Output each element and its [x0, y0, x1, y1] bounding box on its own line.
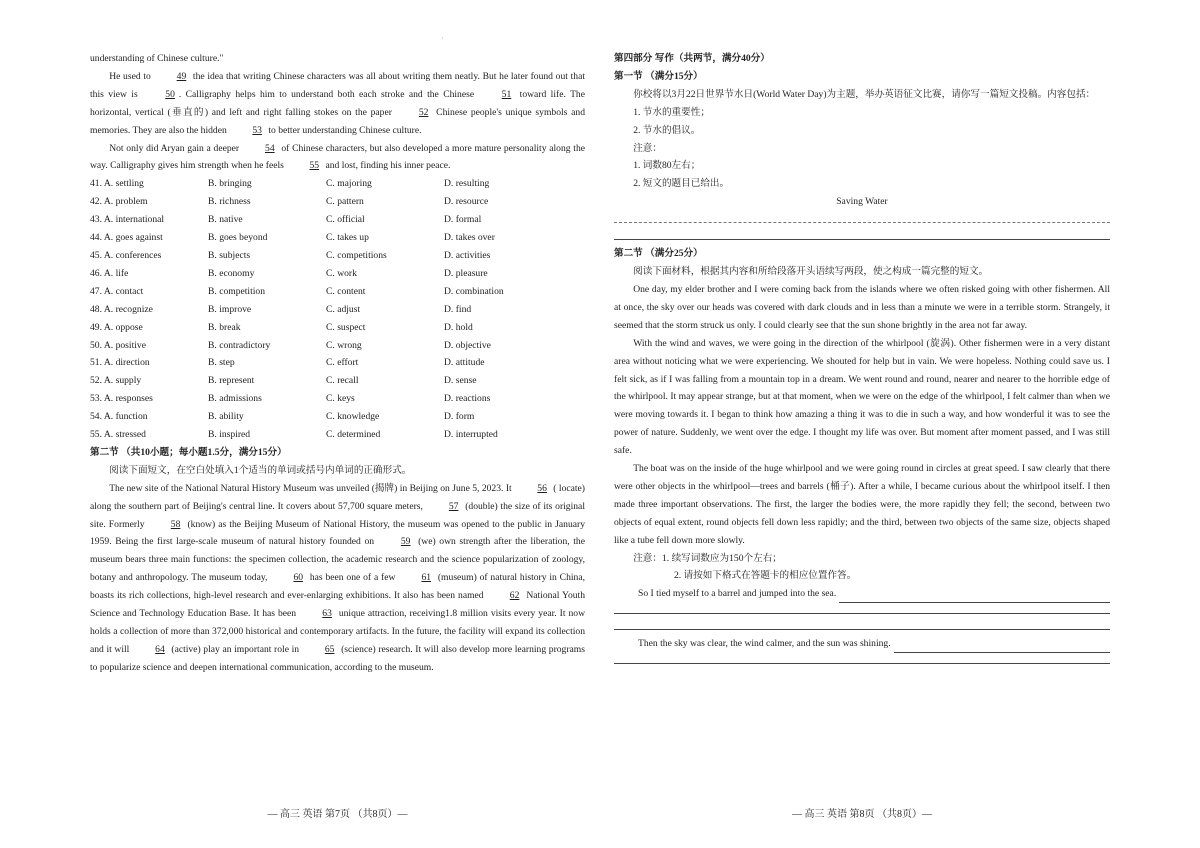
- option-cell[interactable]: D. combination: [444, 285, 504, 297]
- option-cell[interactable]: 47. A. contact: [90, 285, 144, 297]
- blank-57[interactable]: 57: [448, 500, 459, 512]
- blank-61[interactable]: 61: [421, 572, 432, 584]
- notes2-label: 注意：: [633, 552, 662, 564]
- right-page-footer: — 高三 英语 第8页 （共8页）—: [792, 809, 932, 820]
- option-cell[interactable]: B. contradictory: [208, 339, 271, 351]
- option-row: [90, 319, 560, 337]
- scan-mark: ·: [441, 34, 444, 43]
- option-cell[interactable]: D. activities: [444, 249, 491, 261]
- option-cell[interactable]: B. native: [208, 214, 243, 226]
- text-run: and lost, finding his inner peace.: [323, 160, 451, 172]
- note2-2: 2. 请按如下格式在答题卡的相应位置作答。: [674, 570, 857, 582]
- answer-line[interactable]: [839, 590, 1110, 603]
- answer-line[interactable]: [614, 211, 1110, 223]
- story-paragraph-3: The boat was on the inside of the huge whirlpool and we were going round in circles at great speed. I saw clearly that there were other objects in the whirlpool—trees and barrels (桶子). After a while, I became curious about the whirlpool itself. I then made three important observations. The first, the larger the bodies were, the more rapidly they fell; the second, between two objects of equal extent, round objects fell down less rapidly; and the third, between two objects of the same size, objects shaped like a tube fell down more slowly.: [614, 463, 1110, 546]
- option-cell[interactable]: D. interrupted: [444, 429, 498, 441]
- option-cell[interactable]: D. takes over: [444, 232, 495, 244]
- option-cell[interactable]: 44. A. goes against: [90, 232, 163, 244]
- blank-60[interactable]: 60: [293, 572, 304, 584]
- option-cell[interactable]: C. wrong: [326, 339, 362, 351]
- option-cell[interactable]: B. bringing: [208, 178, 252, 190]
- option-cell[interactable]: 51. A. direction: [90, 357, 150, 369]
- text-run: (science) research. It will also develop more learning programs to popularize science and deepen international communication, according to the museum.: [90, 643, 586, 673]
- section2-heading: 第二节 （共10小题；每小题1.5分，满分15分）: [90, 446, 287, 458]
- notes2-line-1: [614, 550, 1110, 568]
- option-cell[interactable]: B. step: [208, 357, 235, 369]
- option-cell[interactable]: 43. A. international: [90, 214, 165, 226]
- blank-63[interactable]: 63: [322, 608, 332, 620]
- option-row: [90, 175, 560, 193]
- text-run: Not only did Aryan gain a deeper: [109, 142, 242, 154]
- note-1: 1. 词数80左右；: [633, 160, 701, 172]
- answer-line[interactable]: [894, 640, 1110, 653]
- option-cell[interactable]: C. takes up: [326, 232, 369, 244]
- grammar-passage: [90, 480, 585, 677]
- continuation-instruction: 阅读下面材料，根据其内容和所给段落开头语续写两段，使之构成一篇完整的短文。: [633, 266, 989, 278]
- text-run: (we) own strength after the liberation, the museum bears three main functions: the specimen collection, the academic research and the science popularization of zoology, botany and anthropology. The museum today,: [90, 536, 585, 584]
- option-cell[interactable]: C. work: [326, 267, 357, 279]
- option-row: [90, 283, 560, 301]
- option-cell[interactable]: B. break: [208, 321, 241, 333]
- option-cell[interactable]: D. resource: [444, 196, 489, 208]
- text-run: ( locate) along the southern part of Beijing's central line. It covers about 57,700 square meters,: [90, 482, 585, 512]
- story-paragraph-2: With the wind and waves, we were going in the direction of the whirlpool (旋涡). Other fishermen were in a very distant area without noticing what we were experiencing. We shouted for help but in vain. We were hopeless. Nothing could save us. I felt sick, as if I was falling from a mountain top in a dream. We went round and round, nearer and nearer to the horrible edge of the whirlpool. It may appear strange, but at that moment, when we were on the edge of the whirlpool, I felt calmer than when we were moving towards it. I began to think how amazing a thing it was to die in such a way, and how wonderful it was to see the power of nature. Suddenly, we went over the edge. I thought my life was over. But moment after moment passed, and I was still safe.: [614, 337, 1110, 457]
- option-row: [90, 408, 560, 426]
- blank-55[interactable]: 55: [309, 160, 320, 172]
- option-cell[interactable]: D. attitude: [444, 357, 485, 369]
- blank-58[interactable]: 58: [170, 518, 181, 530]
- blank-64[interactable]: 64: [155, 643, 165, 655]
- note-2: 2. 短文的题目已给出。: [633, 178, 730, 190]
- text-run: (know) as the Beijing Museum of National History, the museum was opened to the public in January 1959. Being the first large-scale museum of natural history founded on: [90, 518, 585, 548]
- text-run: (museum) of natural history in China, boasts its rich collections, high-level research and ever-enlarging exhibitions. It also has been named: [90, 572, 585, 602]
- option-cell[interactable]: B. goes beyond: [208, 232, 268, 244]
- blank-65[interactable]: 65: [324, 643, 335, 655]
- note2-1: 1. 续写词数应为150个左右；: [661, 552, 782, 564]
- option-cell[interactable]: C. recall: [326, 375, 359, 387]
- blank-62[interactable]: 62: [509, 590, 520, 602]
- option-cell[interactable]: 50. A. positive: [90, 339, 146, 351]
- option-cell[interactable]: D. reactions: [444, 393, 491, 405]
- option-cell[interactable]: B. competition: [208, 285, 266, 297]
- continuation-prompt-2: Then the sky was clear, the wind calmer, and the sun was shining.: [638, 638, 891, 650]
- text-run: Chinese people's unique symbols and memories. They are also the hidden: [90, 106, 586, 136]
- prompt-line-1: [614, 585, 1110, 603]
- option-cell[interactable]: 52. A. supply: [90, 375, 142, 387]
- part4-heading: 第四部分 写作（共两节，满分40分）: [614, 53, 770, 64]
- option-cell[interactable]: C. effort: [326, 357, 359, 369]
- option-cell[interactable]: D. hold: [444, 321, 473, 333]
- text-run: to better understanding Chinese culture.: [265, 124, 422, 136]
- blank-56[interactable]: 56: [537, 482, 547, 494]
- right-page: [614, 50, 1110, 669]
- text-run: National Youth Science and Technology Education Base. It has been: [90, 590, 585, 620]
- option-row: [90, 301, 560, 319]
- option-cell[interactable]: C. content: [326, 285, 366, 297]
- options-table: [90, 175, 560, 444]
- answer-line[interactable]: [614, 228, 1110, 240]
- option-cell[interactable]: C. adjust: [326, 303, 361, 315]
- option-cell[interactable]: 41. A. settling: [90, 178, 144, 190]
- text-run: . Calligraphy helps him to understand both each stroke and the Chinese: [178, 88, 479, 100]
- option-cell[interactable]: 53. A. responses: [90, 393, 153, 405]
- blank-54[interactable]: 54: [265, 142, 275, 154]
- option-cell[interactable]: 45. A. conferences: [90, 249, 162, 261]
- option-cell[interactable]: 54. A. function: [90, 411, 148, 423]
- option-row: [90, 337, 560, 355]
- option-cell[interactable]: D. formal: [444, 214, 482, 226]
- answer-line[interactable]: [614, 619, 1110, 630]
- option-cell[interactable]: C. pattern: [326, 196, 364, 208]
- text-run: The new site of the National Natural History Museum was unveiled (揭牌) in Beijing on June 5, 2023. It: [109, 482, 515, 494]
- option-cell[interactable]: C. official: [326, 214, 365, 226]
- writing-prompt: 你校将以3月22日世界节水日(World Water Day)为主题，举办英语征文比赛，请你写一篇短文投稿。内容包括：: [633, 88, 1096, 100]
- option-cell[interactable]: B. inspired: [208, 429, 251, 441]
- story-paragraph-1: One day, my elder brother and I were coming back from the islands where we often risked going with other fishermen. All at once, the sky over our heads was covered with dark clouds and in less than a minute we were in a terrible storm. Strangely, it seemed that the storm struck us only. I could clearly see that the sun shone brightly in the area not far away.: [614, 283, 1110, 331]
- option-cell[interactable]: B. admissions: [208, 393, 262, 405]
- option-row: [90, 426, 560, 444]
- option-row: [90, 390, 560, 408]
- prompt-line-2: [614, 635, 1110, 653]
- intro-line: understanding of Chinese culture.": [90, 53, 224, 64]
- blank-53[interactable]: 53: [252, 124, 262, 136]
- option-row: [90, 265, 560, 283]
- option-cell[interactable]: D. objective: [444, 339, 491, 351]
- cloze-paragraph-2: [90, 140, 585, 176]
- option-cell[interactable]: 42. A. problem: [90, 196, 148, 208]
- left-page: [90, 50, 585, 677]
- notes-label: 注意：: [633, 142, 662, 154]
- option-cell[interactable]: 49. A. oppose: [90, 321, 143, 333]
- option-cell[interactable]: B. ability: [208, 411, 244, 423]
- option-cell[interactable]: C. keys: [326, 393, 355, 405]
- option-row: [90, 211, 560, 229]
- option-cell[interactable]: B. richness: [208, 196, 251, 208]
- option-row: [90, 354, 560, 372]
- left-page-footer: — 高三 英语 第7页 （共8页）—: [267, 809, 408, 820]
- text-run: toward life. The horizontal, vertical (垂直的) and left and right falling stokes on the paper: [90, 88, 585, 118]
- option-cell[interactable]: C. determined: [326, 429, 381, 441]
- option-cell[interactable]: B. subjects: [208, 249, 251, 261]
- text-run: of Chinese characters, but also developed a more mature personality along the way. Calligraphy gives him strength when he feels: [90, 142, 585, 172]
- essay-title: Saving Water: [836, 196, 888, 208]
- option-cell[interactable]: 46. A. life: [90, 267, 129, 279]
- option-cell[interactable]: B. improve: [208, 303, 252, 315]
- option-cell[interactable]: C. knowledge: [326, 411, 380, 423]
- option-cell[interactable]: D. find: [444, 303, 472, 315]
- text-run: He used to: [109, 70, 154, 82]
- option-cell[interactable]: D. pleasure: [444, 267, 488, 279]
- option-cell[interactable]: B. represent: [208, 375, 255, 387]
- blank-49[interactable]: 49: [176, 70, 187, 82]
- option-row: [90, 247, 560, 265]
- cloze-paragraph-1: [90, 68, 585, 140]
- content-item-1: 1. 节水的重要性；: [633, 106, 710, 118]
- option-cell[interactable]: D. form: [444, 411, 475, 423]
- content-item-2: 2. 节水的倡议。: [633, 124, 701, 136]
- option-cell[interactable]: C. suspect: [326, 321, 366, 333]
- blank-52[interactable]: 52: [418, 106, 429, 118]
- option-cell[interactable]: 48. A. recognize: [90, 303, 153, 315]
- blank-51[interactable]: 51: [501, 88, 512, 100]
- option-cell[interactable]: C. competitions: [326, 249, 387, 261]
- continuation-prompt-1: So I tied myself to a barrel and jumped into the sea.: [638, 588, 837, 600]
- option-cell[interactable]: C. majoring: [326, 178, 372, 190]
- text-run: (double) the size of its original site. Formerly: [90, 500, 585, 530]
- option-cell[interactable]: B. economy: [208, 267, 255, 279]
- option-row: [90, 372, 560, 390]
- text-run: (active) play an important role in: [168, 643, 302, 655]
- option-row: [90, 193, 560, 211]
- option-cell[interactable]: 55. A. stressed: [90, 429, 146, 441]
- option-cell[interactable]: D. resulting: [444, 178, 490, 190]
- text-run: has been one of a few: [307, 572, 399, 584]
- option-row: [90, 229, 560, 247]
- text-run: unique attraction, receiving1.8 million visits every year. It now holds a collection of more than 372,000 historical and contemporary artifacts. In the future, the facility will expand its collection and it will: [90, 608, 585, 655]
- text-run: the idea that writing Chinese characters was all about writing them neatly. But he later found out that this view is: [90, 70, 585, 100]
- option-cell[interactable]: D. sense: [444, 375, 477, 387]
- answer-line[interactable]: [614, 603, 1110, 614]
- answer-line[interactable]: [614, 653, 1110, 664]
- section2-instruction: 阅读下面短文，在空白处填入1个适当的单词或括号内单词的正确形式。: [109, 464, 412, 476]
- blank-50[interactable]: 50: [165, 88, 175, 100]
- blank-59[interactable]: 59: [400, 536, 411, 548]
- writing-section2-heading: 第二节 （满分25分）: [614, 248, 703, 260]
- writing-section1-heading: 第一节 （满分15分）: [614, 70, 703, 82]
